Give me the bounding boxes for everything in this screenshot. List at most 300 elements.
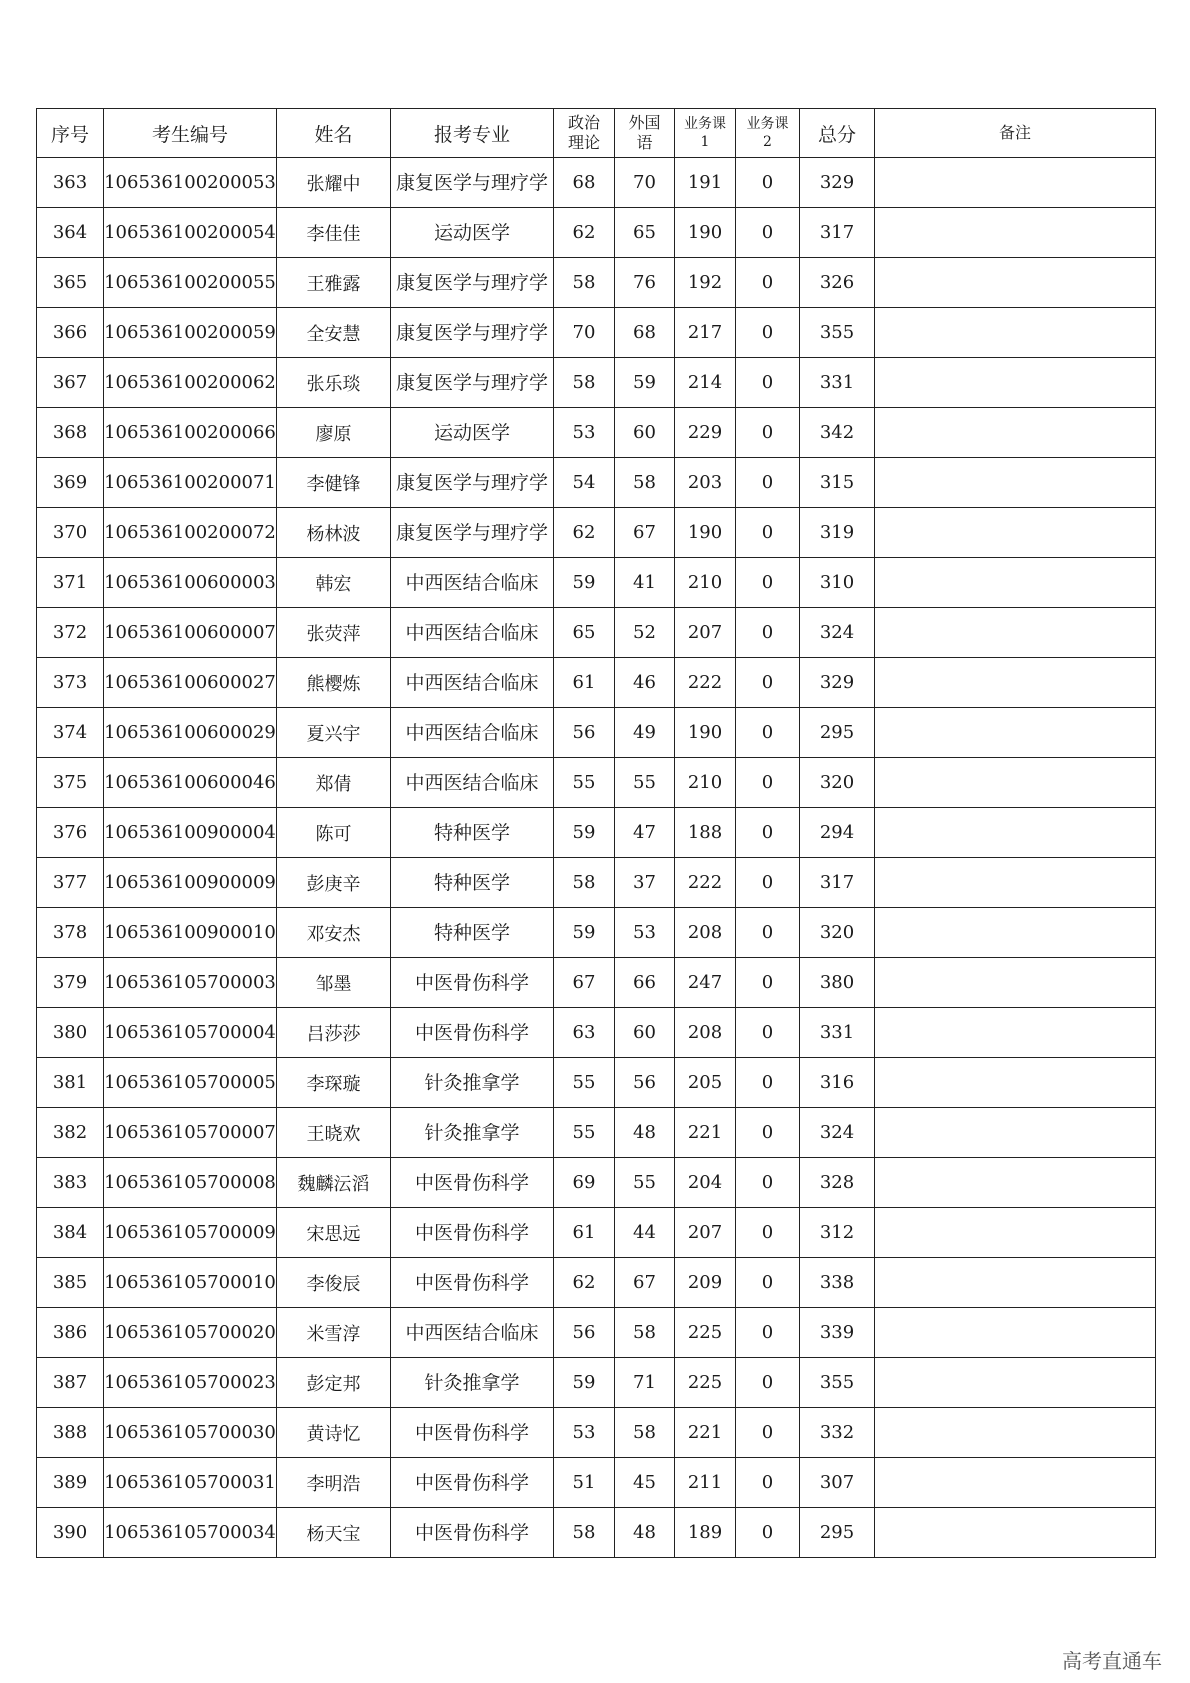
- cell-exam-id: 106536105700004: [104, 1008, 277, 1058]
- cell-politics: 58: [554, 258, 615, 308]
- cell-exam-id: 106536100900009: [104, 858, 277, 908]
- table-header: [37, 109, 1156, 158]
- cell-foreign: 76: [615, 258, 675, 308]
- table-row: [37, 458, 1156, 508]
- header-row: [37, 109, 1156, 158]
- cell-exam-id: 106536100900010: [104, 908, 277, 958]
- cell-name: 黄诗忆: [277, 1408, 391, 1458]
- cell-course1: 190: [675, 508, 736, 558]
- cell-total: 342: [800, 408, 875, 458]
- cell-foreign: 37: [615, 858, 675, 908]
- cell-seq: 374: [37, 708, 104, 758]
- cell-remark: [875, 358, 1156, 408]
- cell-foreign: 58: [615, 1408, 675, 1458]
- cell-name: 张耀中: [277, 158, 391, 208]
- cell-name: 杨林波: [277, 508, 391, 558]
- cell-name: 吕莎莎: [277, 1008, 391, 1058]
- table-row: [37, 658, 1156, 708]
- header-foreign-line2: 语: [636, 133, 653, 152]
- cell-remark: [875, 1058, 1156, 1108]
- cell-total: 329: [800, 158, 875, 208]
- cell-foreign: 67: [615, 1258, 675, 1308]
- cell-total: 317: [800, 208, 875, 258]
- cell-course1: 208: [675, 1008, 736, 1058]
- cell-name: 廖原: [277, 408, 391, 458]
- header-name: 姓名: [277, 109, 391, 158]
- cell-exam-id: 106536100200066: [104, 408, 277, 458]
- header-foreign-line1: 外国: [628, 113, 661, 132]
- cell-major: 中西医结合临床: [391, 758, 554, 808]
- cell-exam-id: 106536100200055: [104, 258, 277, 308]
- cell-total: 338: [800, 1258, 875, 1308]
- cell-major: 中医骨伤科学: [391, 1258, 554, 1308]
- cell-major: 运动医学: [391, 208, 554, 258]
- cell-name: 李健锋: [277, 458, 391, 508]
- cell-remark: [875, 1208, 1156, 1258]
- cell-course1: 208: [675, 908, 736, 958]
- cell-major: 特种医学: [391, 808, 554, 858]
- cell-exam-id: 106536105700020: [104, 1308, 277, 1358]
- cell-politics: 58: [554, 358, 615, 408]
- cell-foreign: 46: [615, 658, 675, 708]
- cell-exam-id: 106536100200059: [104, 308, 277, 358]
- cell-seq: 371: [37, 558, 104, 608]
- cell-exam-id: 106536100600046: [104, 758, 277, 808]
- cell-total: 326: [800, 258, 875, 308]
- header-foreign: [615, 109, 675, 158]
- cell-name: 王雅露: [277, 258, 391, 308]
- cell-politics: 70: [554, 308, 615, 358]
- cell-total: 332: [800, 1408, 875, 1458]
- cell-seq: 380: [37, 1008, 104, 1058]
- cell-remark: [875, 558, 1156, 608]
- cell-course1: 211: [675, 1458, 736, 1508]
- cell-politics: 59: [554, 558, 615, 608]
- cell-politics: 59: [554, 808, 615, 858]
- cell-major: 中医骨伤科学: [391, 1408, 554, 1458]
- cell-exam-id: 106536100600007: [104, 608, 277, 658]
- cell-seq: 364: [37, 208, 104, 258]
- cell-politics: 67: [554, 958, 615, 1008]
- cell-course2: 0: [736, 1158, 800, 1208]
- cell-name: 张乐琰: [277, 358, 391, 408]
- cell-foreign: 59: [615, 358, 675, 408]
- header-politics: [554, 109, 615, 158]
- cell-foreign: 60: [615, 1008, 675, 1058]
- header-course1: [675, 109, 736, 158]
- cell-seq: 375: [37, 758, 104, 808]
- cell-name: 李明浩: [277, 1458, 391, 1508]
- cell-politics: 68: [554, 158, 615, 208]
- header-seq: 序号: [37, 109, 104, 158]
- table-row: [37, 1358, 1156, 1408]
- cell-course2: 0: [736, 958, 800, 1008]
- cell-politics: 53: [554, 1408, 615, 1458]
- table-row: [37, 558, 1156, 608]
- cell-seq: 385: [37, 1258, 104, 1308]
- header-course1-line1: 业务课: [684, 116, 726, 132]
- cell-politics: 69: [554, 1158, 615, 1208]
- cell-name: 邹墨: [277, 958, 391, 1008]
- cell-seq: 379: [37, 958, 104, 1008]
- table-row: [37, 358, 1156, 408]
- cell-major: 针灸推拿学: [391, 1358, 554, 1408]
- cell-exam-id: 106536100600003: [104, 558, 277, 608]
- cell-total: 355: [800, 308, 875, 358]
- cell-seq: 389: [37, 1458, 104, 1508]
- cell-remark: [875, 1308, 1156, 1358]
- cell-politics: 55: [554, 758, 615, 808]
- cell-course1: 207: [675, 608, 736, 658]
- table-row: [37, 258, 1156, 308]
- table-row: [37, 408, 1156, 458]
- cell-foreign: 56: [615, 1058, 675, 1108]
- cell-remark: [875, 208, 1156, 258]
- cell-major: 中医骨伤科学: [391, 1008, 554, 1058]
- cell-major: 针灸推拿学: [391, 1058, 554, 1108]
- cell-major: 中医骨伤科学: [391, 1458, 554, 1508]
- cell-total: 310: [800, 558, 875, 608]
- table-row: [37, 1408, 1156, 1458]
- cell-total: 324: [800, 608, 875, 658]
- cell-foreign: 71: [615, 1358, 675, 1408]
- header-politics-line2: 理论: [567, 133, 600, 152]
- cell-course2: 0: [736, 658, 800, 708]
- cell-remark: [875, 958, 1156, 1008]
- cell-foreign: 67: [615, 508, 675, 558]
- cell-foreign: 47: [615, 808, 675, 858]
- cell-total: 295: [800, 1508, 875, 1558]
- cell-foreign: 52: [615, 608, 675, 658]
- cell-major: 康复医学与理疗学: [391, 358, 554, 408]
- cell-course2: 0: [736, 1108, 800, 1158]
- cell-course2: 0: [736, 358, 800, 408]
- cell-course2: 0: [736, 1058, 800, 1108]
- table-row: [37, 608, 1156, 658]
- cell-name: 李琛璇: [277, 1058, 391, 1108]
- table-row: [37, 1008, 1156, 1058]
- cell-politics: 61: [554, 1208, 615, 1258]
- cell-politics: 61: [554, 658, 615, 708]
- cell-seq: 373: [37, 658, 104, 708]
- cell-name: 夏兴宇: [277, 708, 391, 758]
- cell-course1: 192: [675, 258, 736, 308]
- cell-foreign: 68: [615, 308, 675, 358]
- cell-course2: 0: [736, 258, 800, 308]
- cell-remark: [875, 458, 1156, 508]
- cell-major: 中西医结合临床: [391, 1308, 554, 1358]
- cell-name: 李俊辰: [277, 1258, 391, 1308]
- cell-seq: 368: [37, 408, 104, 458]
- cell-politics: 58: [554, 1508, 615, 1558]
- cell-exam-id: 106536100200071: [104, 458, 277, 508]
- cell-seq: 388: [37, 1408, 104, 1458]
- cell-seq: 370: [37, 508, 104, 558]
- cell-total: 307: [800, 1458, 875, 1508]
- table-row: [37, 508, 1156, 558]
- header-politics-line1: 政治: [567, 113, 600, 132]
- cell-course2: 0: [736, 208, 800, 258]
- cell-total: 312: [800, 1208, 875, 1258]
- table-row: [37, 1058, 1156, 1108]
- cell-major: 康复医学与理疗学: [391, 258, 554, 308]
- cell-exam-id: 106536105700005: [104, 1058, 277, 1108]
- cell-name: 全安慧: [277, 308, 391, 358]
- cell-major: 针灸推拿学: [391, 1108, 554, 1158]
- cell-name: 李佳佳: [277, 208, 391, 258]
- cell-course2: 0: [736, 158, 800, 208]
- cell-major: 运动医学: [391, 408, 554, 458]
- cell-exam-id: 106536105700030: [104, 1408, 277, 1458]
- cell-remark: [875, 508, 1156, 558]
- cell-name: 熊樱炼: [277, 658, 391, 708]
- cell-name: 彭定邦: [277, 1358, 391, 1408]
- cell-course1: 204: [675, 1158, 736, 1208]
- cell-total: 324: [800, 1108, 875, 1158]
- cell-course1: 209: [675, 1258, 736, 1308]
- cell-course2: 0: [736, 1208, 800, 1258]
- cell-remark: [875, 1258, 1156, 1308]
- cell-foreign: 60: [615, 408, 675, 458]
- cell-exam-id: 106536100200053: [104, 158, 277, 208]
- header-exam-id: 考生编号: [104, 109, 277, 158]
- cell-seq: 390: [37, 1508, 104, 1558]
- cell-major: 特种医学: [391, 858, 554, 908]
- cell-course1: 225: [675, 1358, 736, 1408]
- cell-course1: 188: [675, 808, 736, 858]
- cell-politics: 51: [554, 1458, 615, 1508]
- cell-course2: 0: [736, 1408, 800, 1458]
- cell-remark: [875, 308, 1156, 358]
- cell-seq: 383: [37, 1158, 104, 1208]
- cell-remark: [875, 1358, 1156, 1408]
- table-row: [37, 208, 1156, 258]
- cell-course2: 0: [736, 908, 800, 958]
- cell-total: 355: [800, 1358, 875, 1408]
- cell-total: 380: [800, 958, 875, 1008]
- cell-foreign: 70: [615, 158, 675, 208]
- cell-remark: [875, 1158, 1156, 1208]
- cell-politics: 63: [554, 1008, 615, 1058]
- cell-major: 中西医结合临床: [391, 658, 554, 708]
- cell-name: 韩宏: [277, 558, 391, 608]
- cell-major: 中医骨伤科学: [391, 1158, 554, 1208]
- cell-major: 康复医学与理疗学: [391, 458, 554, 508]
- cell-seq: 367: [37, 358, 104, 408]
- cell-politics: 65: [554, 608, 615, 658]
- cell-total: 328: [800, 1158, 875, 1208]
- cell-name: 陈可: [277, 808, 391, 858]
- cell-seq: 386: [37, 1308, 104, 1358]
- cell-name: 王晓欢: [277, 1108, 391, 1158]
- cell-seq: 387: [37, 1358, 104, 1408]
- cell-remark: [875, 1458, 1156, 1508]
- score-table: [36, 108, 1156, 1558]
- cell-major: 中医骨伤科学: [391, 1208, 554, 1258]
- cell-seq: 381: [37, 1058, 104, 1108]
- cell-name: 魏麟沄滔: [277, 1158, 391, 1208]
- cell-seq: 382: [37, 1108, 104, 1158]
- cell-exam-id: 106536105700008: [104, 1158, 277, 1208]
- cell-politics: 56: [554, 1308, 615, 1358]
- cell-course1: 222: [675, 858, 736, 908]
- cell-major: 特种医学: [391, 908, 554, 958]
- cell-total: 331: [800, 358, 875, 408]
- cell-name: 宋思远: [277, 1208, 391, 1258]
- cell-name: 杨天宝: [277, 1508, 391, 1558]
- cell-foreign: 49: [615, 708, 675, 758]
- cell-remark: [875, 258, 1156, 308]
- cell-remark: [875, 408, 1156, 458]
- cell-seq: 378: [37, 908, 104, 958]
- cell-remark: [875, 1408, 1156, 1458]
- header-course2: [736, 109, 800, 158]
- cell-total: 339: [800, 1308, 875, 1358]
- cell-course1: 221: [675, 1108, 736, 1158]
- cell-course2: 0: [736, 308, 800, 358]
- cell-total: 319: [800, 508, 875, 558]
- header-remark: 备注: [875, 109, 1156, 158]
- cell-course1: 229: [675, 408, 736, 458]
- cell-major: 中西医结合临床: [391, 708, 554, 758]
- cell-exam-id: 106536100200072: [104, 508, 277, 558]
- cell-remark: [875, 708, 1156, 758]
- cell-course1: 222: [675, 658, 736, 708]
- cell-remark: [875, 158, 1156, 208]
- cell-course2: 0: [736, 808, 800, 858]
- cell-course2: 0: [736, 758, 800, 808]
- cell-course1: 189: [675, 1508, 736, 1558]
- cell-foreign: 41: [615, 558, 675, 608]
- cell-exam-id: 106536105700034: [104, 1508, 277, 1558]
- cell-total: 329: [800, 658, 875, 708]
- cell-foreign: 45: [615, 1458, 675, 1508]
- cell-remark: [875, 908, 1156, 958]
- cell-seq: 384: [37, 1208, 104, 1258]
- cell-course2: 0: [736, 408, 800, 458]
- watermark: 高考直通车: [1062, 1649, 1162, 1673]
- cell-exam-id: 106536100600027: [104, 658, 277, 708]
- cell-course1: 210: [675, 558, 736, 608]
- cell-exam-id: 106536105700007: [104, 1108, 277, 1158]
- table-body: [37, 158, 1156, 1558]
- table-row: [37, 1108, 1156, 1158]
- cell-politics: 62: [554, 508, 615, 558]
- header-major: 报考专业: [391, 109, 554, 158]
- cell-total: 317: [800, 858, 875, 908]
- cell-seq: 369: [37, 458, 104, 508]
- cell-major: 中西医结合临床: [391, 608, 554, 658]
- header-course1-line2: 1: [700, 134, 710, 150]
- cell-exam-id: 106536105700003: [104, 958, 277, 1008]
- cell-exam-id: 106536100900004: [104, 808, 277, 858]
- cell-remark: [875, 1008, 1156, 1058]
- cell-course1: 190: [675, 208, 736, 258]
- cell-politics: 55: [554, 1108, 615, 1158]
- table-row: [37, 958, 1156, 1008]
- cell-name: 邓安杰: [277, 908, 391, 958]
- cell-course2: 0: [736, 1308, 800, 1358]
- cell-total: 331: [800, 1008, 875, 1058]
- cell-remark: [875, 658, 1156, 708]
- cell-major: 康复医学与理疗学: [391, 508, 554, 558]
- cell-name: 彭庚辛: [277, 858, 391, 908]
- cell-total: 320: [800, 908, 875, 958]
- cell-foreign: 53: [615, 908, 675, 958]
- cell-name: 郑倩: [277, 758, 391, 808]
- cell-course2: 0: [736, 1358, 800, 1408]
- cell-seq: 377: [37, 858, 104, 908]
- cell-course1: 221: [675, 1408, 736, 1458]
- cell-seq: 376: [37, 808, 104, 858]
- cell-course2: 0: [736, 1458, 800, 1508]
- table-row: [37, 1458, 1156, 1508]
- cell-exam-id: 106536100600029: [104, 708, 277, 758]
- table-row: [37, 308, 1156, 358]
- cell-politics: 56: [554, 708, 615, 758]
- cell-politics: 62: [554, 1258, 615, 1308]
- cell-course2: 0: [736, 708, 800, 758]
- cell-total: 316: [800, 1058, 875, 1108]
- cell-total: 294: [800, 808, 875, 858]
- table-row: [37, 1208, 1156, 1258]
- cell-politics: 54: [554, 458, 615, 508]
- cell-remark: [875, 608, 1156, 658]
- cell-course2: 0: [736, 558, 800, 608]
- cell-total: 315: [800, 458, 875, 508]
- cell-politics: 53: [554, 408, 615, 458]
- cell-course1: 205: [675, 1058, 736, 1108]
- table-row: [37, 1158, 1156, 1208]
- cell-course2: 0: [736, 858, 800, 908]
- table-row: [37, 808, 1156, 858]
- cell-course2: 0: [736, 1258, 800, 1308]
- cell-foreign: 55: [615, 758, 675, 808]
- cell-major: 康复医学与理疗学: [391, 158, 554, 208]
- header-course2-line2: 2: [763, 134, 772, 150]
- cell-exam-id: 106536105700010: [104, 1258, 277, 1308]
- cell-major: 中医骨伤科学: [391, 1508, 554, 1558]
- cell-foreign: 44: [615, 1208, 675, 1258]
- cell-course2: 0: [736, 1508, 800, 1558]
- cell-foreign: 48: [615, 1108, 675, 1158]
- cell-exam-id: 106536100200054: [104, 208, 277, 258]
- cell-remark: [875, 858, 1156, 908]
- cell-remark: [875, 758, 1156, 808]
- table-row: [37, 908, 1156, 958]
- cell-course1: 217: [675, 308, 736, 358]
- cell-politics: 59: [554, 908, 615, 958]
- cell-course2: 0: [736, 608, 800, 658]
- cell-exam-id: 106536105700023: [104, 1358, 277, 1408]
- cell-remark: [875, 1508, 1156, 1558]
- table-row: [37, 158, 1156, 208]
- cell-course1: 191: [675, 158, 736, 208]
- cell-course1: 207: [675, 1208, 736, 1258]
- table-row: [37, 758, 1156, 808]
- cell-course2: 0: [736, 458, 800, 508]
- cell-seq: 366: [37, 308, 104, 358]
- cell-course1: 247: [675, 958, 736, 1008]
- cell-major: 康复医学与理疗学: [391, 308, 554, 358]
- cell-foreign: 55: [615, 1158, 675, 1208]
- table-row: [37, 708, 1156, 758]
- cell-exam-id: 106536100200062: [104, 358, 277, 408]
- cell-seq: 372: [37, 608, 104, 658]
- header-total: 总分: [800, 109, 875, 158]
- table-row: [37, 1258, 1156, 1308]
- header-course2-line1: 业务课: [746, 116, 789, 132]
